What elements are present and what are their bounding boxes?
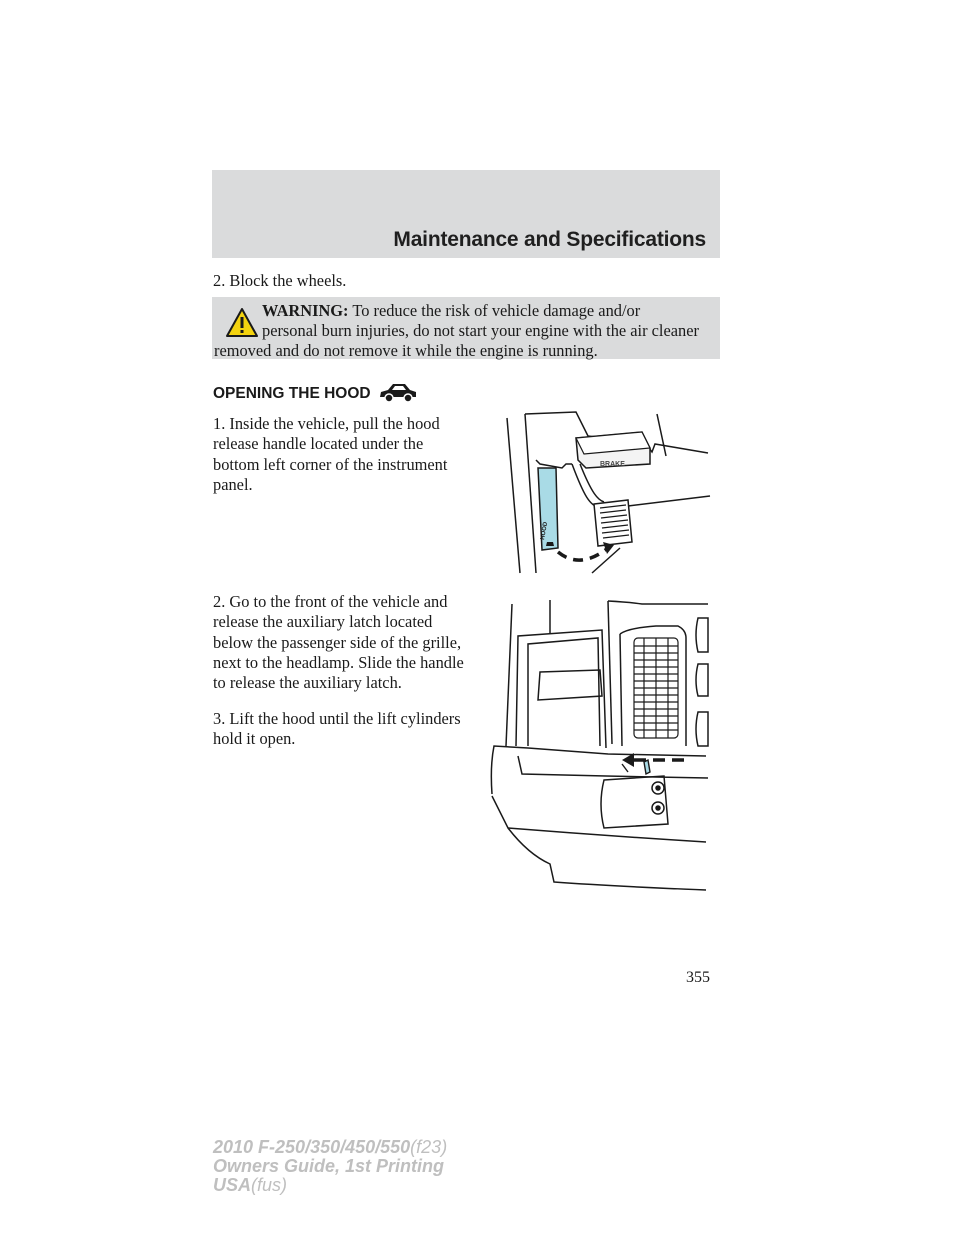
section-heading: OPENING THE HOOD (213, 385, 371, 402)
bumper-top (491, 746, 706, 794)
pull-arrow-icon (558, 542, 614, 560)
door-edge-line-inner (525, 414, 536, 573)
page-number: 355 (686, 969, 710, 986)
bumper-lower (492, 796, 706, 890)
footer-model-code: (f23) (410, 1137, 448, 1157)
brake-pedal (594, 500, 632, 546)
headlamp-lens (538, 670, 602, 700)
footer-line-3 (213, 1176, 447, 1195)
hood-release-illustration (500, 408, 720, 578)
brake-arm-inner (580, 464, 604, 502)
grille-frame (620, 626, 686, 746)
floor-line (628, 496, 710, 506)
warning-text-start: To reduce the risk of vehicle damage and/or (352, 301, 641, 320)
hood-release-handle (538, 468, 558, 550)
grille-surround-left (608, 601, 612, 744)
auxiliary-latch-illustration (488, 596, 716, 894)
grille-mesh (634, 638, 678, 738)
warning-text-rest: personal burn injuries, do not start your engine with the air cleaner removed and do not remove it while the engine is running. (214, 321, 699, 361)
step-1-text: 1. Inside the vehicle, pull the hood release handle located under the bottom left corner of the instrument panel. (213, 414, 448, 494)
brake-label: BRAKE (600, 461, 625, 468)
dash-line (657, 414, 666, 456)
warning-box (212, 297, 720, 359)
section-header-band (212, 170, 720, 258)
brake-arm-outer (572, 464, 600, 508)
warning-first-line (262, 301, 640, 321)
footer-block (213, 1138, 447, 1195)
footer-line-1 (213, 1138, 447, 1157)
step-2-text: 2. Go to the front of the vehicle and release the auxiliary latch located below the passenger side of the grille, next to the headlamp. Slide the handle to release the auxiliary latch. (213, 592, 464, 693)
step-3-text: 3. Lift the hood until the lift cylinders hold it open. (213, 709, 461, 749)
section-title: Maintenance and Specifications (393, 228, 706, 251)
grille-slot-1 (696, 618, 708, 652)
grille-slot-2 (696, 664, 708, 696)
footer-market: USA (213, 1175, 252, 1195)
hood-label: HOOD (540, 521, 550, 541)
grille-surround-top (608, 601, 708, 604)
fender-edge (506, 604, 512, 746)
footer-line-2: Owners Guide, 1st Printing (213, 1156, 445, 1176)
step-block-wheels: 2. Block the wheels. (213, 271, 347, 290)
floor-line-lower (592, 548, 620, 573)
grille-frame-left (620, 634, 622, 746)
car-icon (378, 381, 418, 403)
brake-pedal-box (576, 432, 650, 468)
headlamp-outer (516, 630, 606, 748)
panel-lower-edge (536, 460, 572, 468)
door-edge-line-outer (507, 418, 520, 573)
footer-model: 2010 F-250/350/450/550 (213, 1137, 411, 1157)
footer-market-code: (fus) (251, 1175, 288, 1195)
bumper-crease (508, 828, 706, 842)
warning-label: WARNING: (262, 301, 349, 320)
bumper-bolt-icons (652, 782, 664, 814)
grille-slot-3 (696, 712, 708, 746)
